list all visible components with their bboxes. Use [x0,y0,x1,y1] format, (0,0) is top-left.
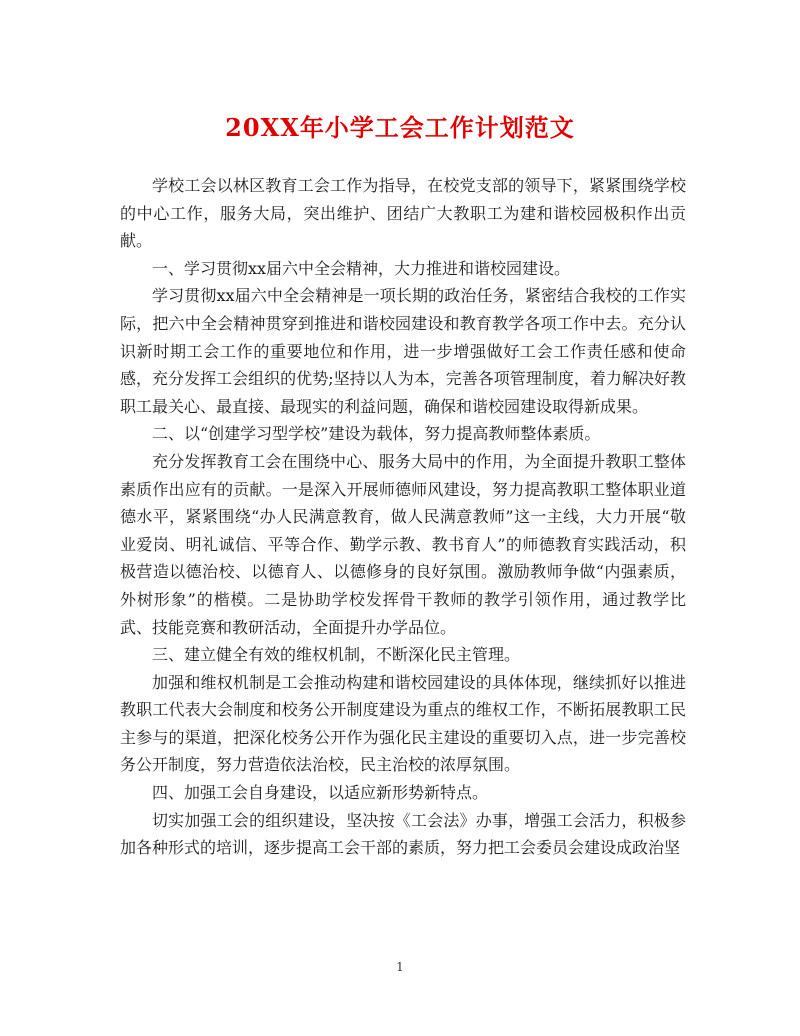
paragraph-section-1: 学习贯彻xx届六中全会精神是一项长期的政治任务，紧密结合我校的工作实际，把六中全会精神贯穿到推进和谐校园建设和教育教学各项工作中去。充分认识新时期工会工作的重要地位和作用，进一步增强做好工会工作责任感和使命感，充分发挥工会组织的优势;坚持以人为本，完善各项管理制度，着力解决好教职工最关心、最直接、最现实的利益问题，确保和谐校园建设取得新成果。 [120,286,686,416]
section-heading-2: 二、以“创建学习型学校”建设为载体，努力提高教师整体素质。 [152,424,601,444]
section-heading-1: 一、学习贯彻xx届六中全会精神，大力推进和谐校园建设。 [152,258,571,278]
paragraph-section-2: 充分发挥教育工会在围绕中心、服务大局中的作用，为全面提升教职工整体素质作出应有的贡献。一是深入开展师德师风建设，努力提高教职工整体职业道德水平，紧紧围绕“办人民满意教育，做人民满意教师”这一主线，大力开展“敬业爱岗、明礼诚信、平等合作、勤学示教、教书育人”的师德教育实践活动，积极营造以德治校、以德育人、以德修身的良好氛围。激励教师争做“内强素质，外树形象”的楷模。二是协助学校发挥骨干教师的教学引领作用，通过教学比武、技能竞赛和教研活动，全面提升办学品位。 [120,451,686,637]
paragraph-section-4: 切实加强工会的组织建设，坚决按《工会法》办事，增强工会活力，积极参加各种形式的培训，逐步提高工会干部的素质，努力把工会委员会建设成政治坚 [120,810,686,858]
section-heading-3: 三、建立健全有效的维权机制，不断深化民主管理。 [152,645,521,665]
document-title: 20XX年小学工会工作计划范文 [225,113,575,142]
document-body [120,172,686,862]
paragraph-intro: 学校工会以林区教育工会工作为指导，在校党支部的领导下，紧紧围绕学校的中心工作，服务大局，突出维护、团结广大教职工为建和谐校园极积作出贡献。 [120,176,686,251]
paragraph-section-3: 加强和维权机制是工会推动构建和谐校园建设的具体体现，继续抓好以推进教职工代表大会制度和校务公开制度建设为重点的维权工作，不断拓展教职工民主参与的渠道，把深化校务公开作为强化民主建设的重要切入点，进一步完善校务公开制度，努力营造依法治校，民主治校的浓厚氛围。 [120,672,686,775]
section-heading-4: 四、加强工会自身建设，以适应新形势新特点。 [152,783,489,803]
page-number: 1 [396,960,404,974]
